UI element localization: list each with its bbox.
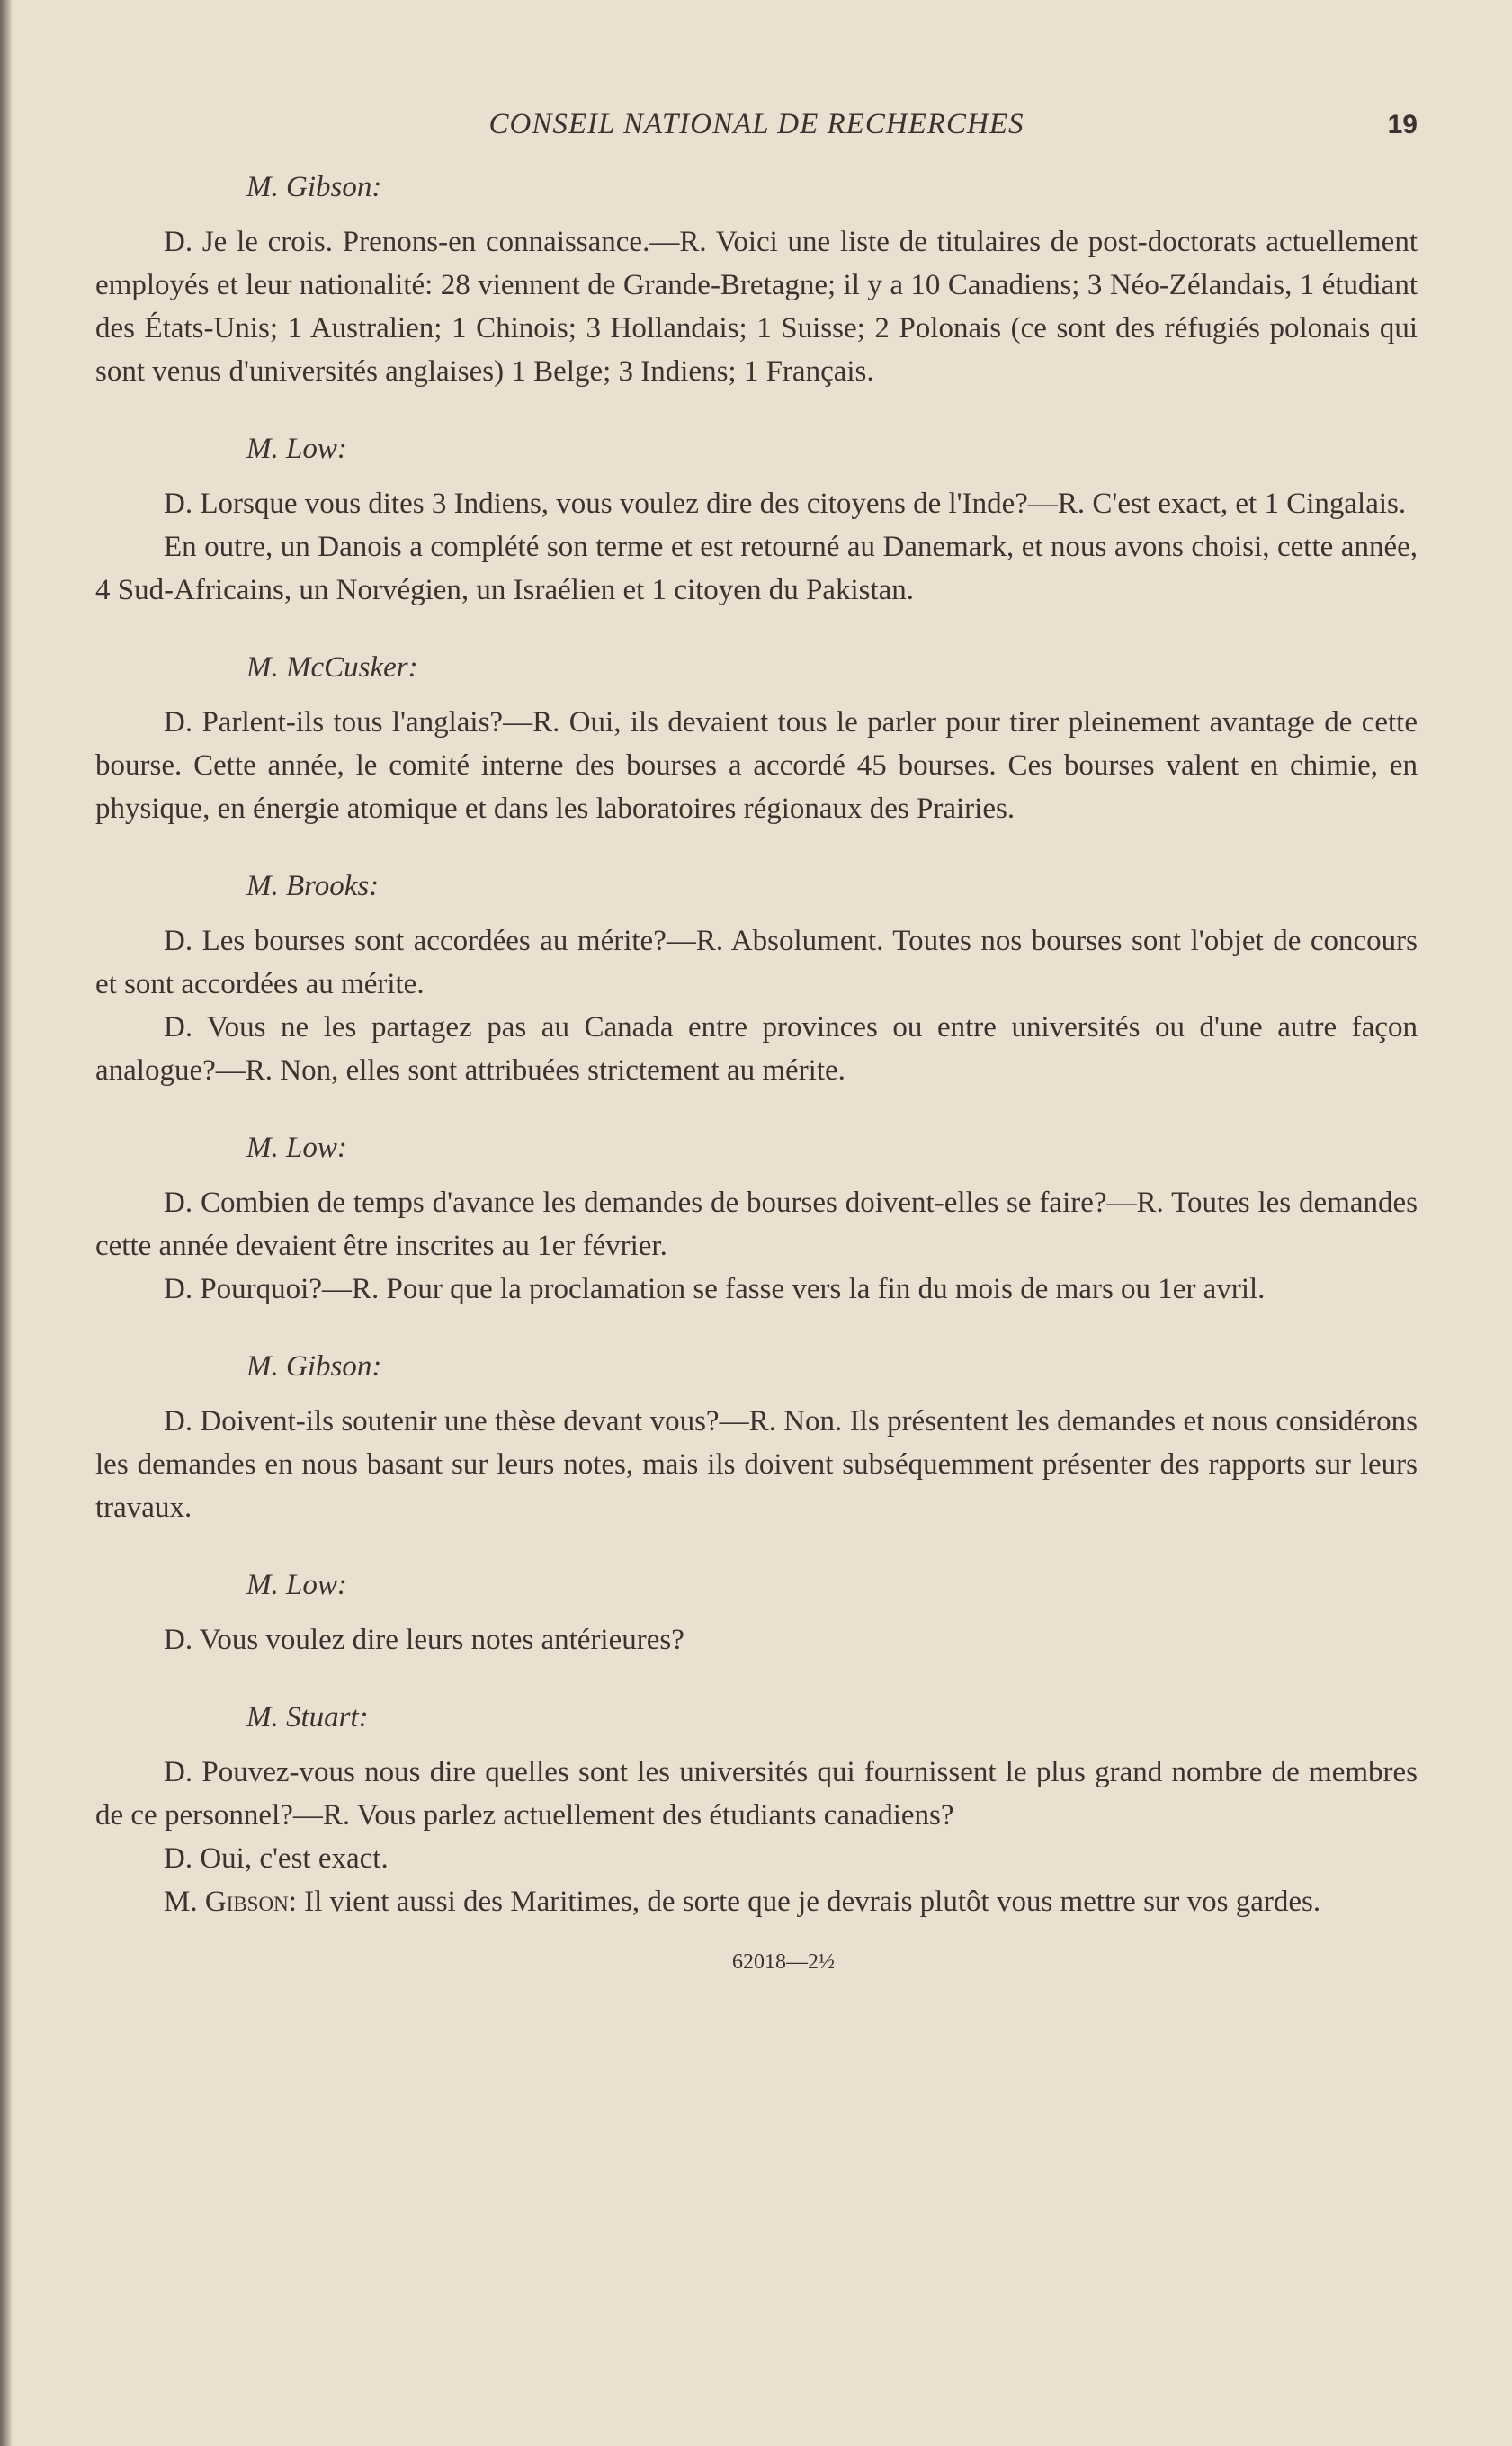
testimony-paragraph: D. Lorsque vous dites 3 Indiens, vous voulez dire des citoyens de l'Inde?—R. C'est exact, et 1 Cingalais. — [164, 488, 1407, 520]
testimony-paragraph: En outre, un Danois a complété son terme et est retourné au Danemark, et nous avons choisi, cette année, 4 Sud-Africains, un Norvégien, un Israélien et 1 citoyen du Pakistan. — [95, 531, 1418, 606]
speaker-heading: M. Gibson: — [246, 171, 382, 203]
testimony-paragraph: D. Vous voulez dire leurs notes antérieures? — [164, 1624, 684, 1656]
closing-separator: : — [288, 1886, 297, 1918]
testimony-paragraph: D. Les bourses sont accordées au mérite?—R. Absolument. Toutes nos bourses sont l'objet de concours et sont accordées au mérite. — [95, 925, 1418, 1000]
closing-speaker: M. Gibson — [164, 1886, 289, 1918]
closing-paragraph — [95, 1880, 1418, 1923]
speaker-heading: M. Low: — [246, 433, 347, 465]
running-title: CONSEIL NATIONAL DE RECHERCHES — [488, 108, 1024, 140]
speaker-heading: M. Brooks: — [246, 870, 380, 902]
testimony-paragraph: D. Doivent-ils soutenir une thèse devant vous?—R. Non. Ils présentent les demandes et nous considérons les demandes en nous basant sur leurs notes, mais ils doivent subséquemment présenter des rapports sur leurs travaux. — [95, 1405, 1418, 1524]
running-head — [95, 108, 1418, 162]
testimony-paragraph: D. Vous ne les partagez pas au Canada entre provinces ou entre universités ou d'une autre façon analogue?—R. Non, elles sont attribuées strictement au mérite. — [95, 1011, 1418, 1087]
page — [95, 108, 1418, 1975]
speaker-heading: M. McCusker: — [246, 651, 418, 684]
speaker-heading: M. Low: — [246, 1569, 347, 1601]
testimony-paragraph: D. Combien de temps d'avance les demandes de bourses doivent-elles se faire?—R. Toutes les demandes cette année devaient être inscrites au 1er février. — [95, 1187, 1418, 1262]
page-number: 19 — [1387, 110, 1418, 139]
speaker-heading: M. Stuart: — [246, 1701, 369, 1734]
printer-signature: 62018—2½ — [732, 1950, 835, 1974]
closing-text: Il vient aussi des Maritimes, de sorte que je devrais plutôt vous mettre sur vos gardes. — [296, 1886, 1321, 1918]
testimony-paragraph: D. Parlent-ils tous l'anglais?—R. Oui, ils devaient tous le parler pour tirer pleinement avantage de cette bourse. Cette année, le comité interne des bourses a accordé 45 bourses. Ces bourses valent en chimie, en physique, en énergie atomique et dans les laboratoires régionaux des Prairies. — [95, 706, 1418, 825]
speaker-heading: M. Low: — [246, 1132, 347, 1164]
testimony-paragraph: D. Pouvez-vous nous dire quelles sont les universités qui fournissent le plus grand nombre de membres de ce personnel?—R. Vous parlez actuellement des étudiants canadiens? — [95, 1756, 1418, 1832]
testimony-paragraph: D. Pourquoi?—R. Pour que la proclamation se fasse vers la fin du mois de mars ou 1er avril. — [164, 1273, 1266, 1305]
speaker-heading: M. Gibson: — [246, 1350, 382, 1383]
testimony-paragraph: D. Oui, c'est exact. — [164, 1842, 389, 1875]
binding-edge — [0, 0, 13, 2446]
testimony-paragraph: D. Je le crois. Prenons-en connaissance.—R. Voici une liste de titulaires de post-doctorats actuellement employés et leur nationalité: 28 viennent de Grande-Bretagne; il y a 10 Canadiens; 3 Néo-Zélandais, 1 étudiant des États-Unis; 1 Australien; 1 Chinois; 3 Hollandais; 1 Suisse; 2 Polonais (ce sont des réfugiés polonais qui sont venus d'universités anglaises) 1 Belge; 3 Indiens; 1 Français. — [95, 226, 1418, 388]
transcript-body — [95, 171, 1418, 1880]
